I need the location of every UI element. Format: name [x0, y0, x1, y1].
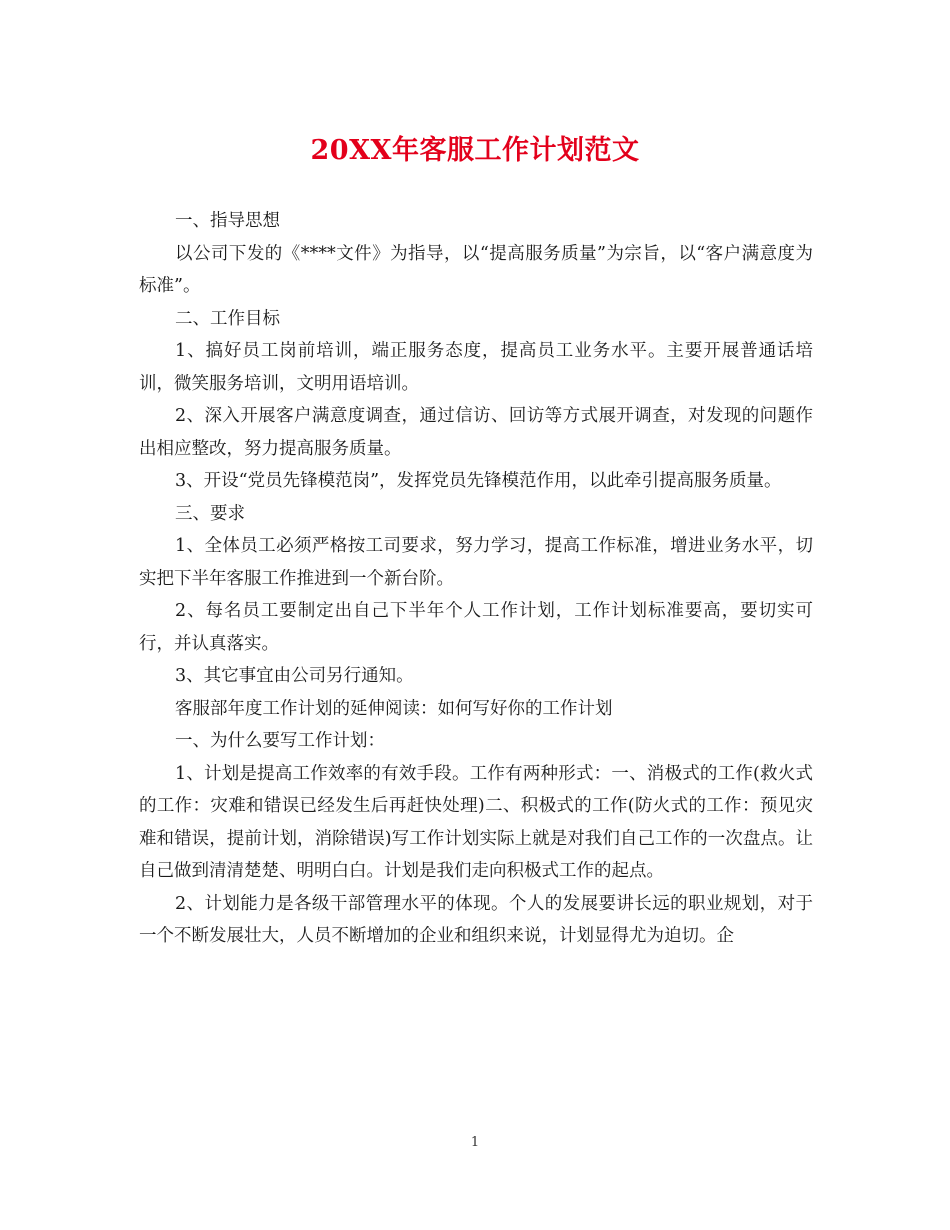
paragraph: 以公司下发的《****文件》为指导，以“提高服务质量”为宗旨，以“客户满意度为标准”。 — [139, 243, 813, 296]
paragraph: 3、开设“党员先锋模范岗”，发挥党员先锋模范作用，以此牵引提高服务质量。 — [175, 471, 782, 491]
document-body — [139, 205, 813, 953]
heading-guiding-thought: 一、指导思想 — [175, 211, 280, 231]
paragraph: 2、深入开展客户满意度调查，通过信访、回访等方式展开调查，对发现的问题作出相应整改，努力提高服务质量。 — [139, 406, 813, 459]
document-title: 20XX年客服工作计划范文 — [310, 135, 640, 166]
paragraph: 2、每名员工要制定出自己下半年个人工作计划，工作计划标准要高，要切实可行，并认真落实。 — [139, 601, 813, 654]
paragraph: 2、计划能力是各级干部管理水平的体现。个人的发展要讲长远的职业规划，对于一个不断发展壮大，人员不断增加的企业和组织来说，计划显得尤为迫切。企 — [139, 893, 813, 946]
heading-why-write-plan: 一、为什么要写工作计划： — [175, 731, 385, 751]
paragraph: 3、其它事宜由公司另行通知。 — [175, 666, 414, 686]
heading-requirements: 三、要求 — [175, 503, 245, 524]
paragraph: 1、全体员工必须严格按工司要求，努力学习，提高工作标准，增进业务水平，切实把下半年客服工作推进到一个新台阶。 — [139, 536, 813, 589]
page-number: 1 — [470, 1135, 480, 1150]
paragraph: 1、计划是提高工作效率的有效手段。工作有两种形式：一、消极式的工作(救火式的工作：灾难和错误已经发生后再赶快处理)二、积极式的工作(防火式的工作：预见灾难和错误，提前计划，消除错误)写工作计划实际上就是对我们自己工作的一次盘点。让自己做到清清楚楚、明明白白。计划是我们走向积极式工作的起点。 — [139, 763, 813, 881]
paragraph: 1、搞好员工岗前培训，端正服务态度，提高员工业务水平。主要开展普通话培训，微笑服务培训，文明用语培训。 — [139, 341, 813, 394]
heading-work-goals: 二、工作目标 — [175, 308, 280, 329]
extended-reading-line: 客服部年度工作计划的延伸阅读：如何写好你的工作计划 — [175, 698, 613, 719]
